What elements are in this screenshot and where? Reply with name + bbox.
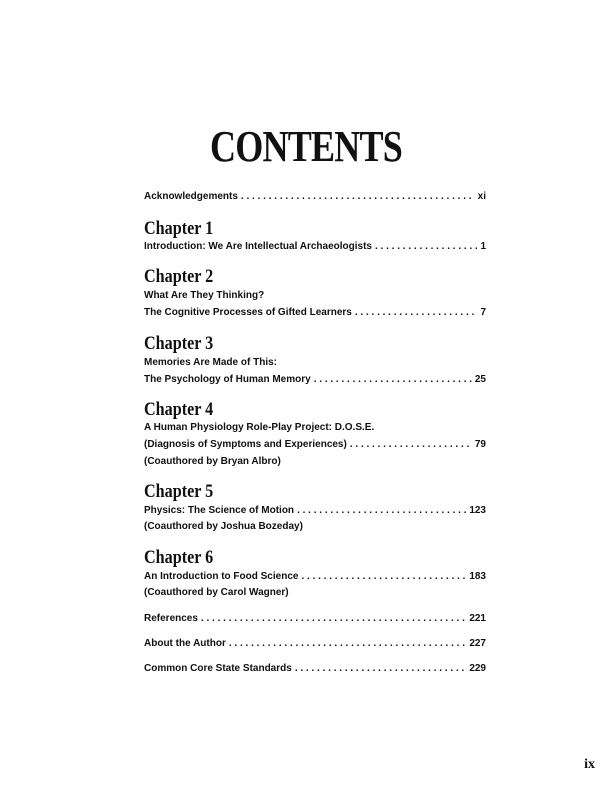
page-number: xi xyxy=(477,191,486,202)
page-number: 123 xyxy=(469,505,486,516)
entry-subtitle: The Psychology of Human Memory xyxy=(144,374,311,385)
dot-leader xyxy=(314,373,472,387)
toc-entry-chapter-3[interactable] xyxy=(144,373,486,387)
page-number: 79 xyxy=(474,439,486,450)
entry-title: An Introduction to Food Science xyxy=(144,571,299,582)
entry-title: About the Author xyxy=(144,638,226,649)
page-title: CONTENTS xyxy=(210,122,402,171)
toc-entry-chapter-6[interactable] xyxy=(144,570,486,584)
entry-subtitle: The Cognitive Processes of Gifted Learners xyxy=(144,307,352,318)
entry-title: Acknowledgements xyxy=(144,191,238,202)
chapter-heading: Chapter 6 xyxy=(144,547,214,568)
entry-subtitle: (Diagnosis of Symptoms and Experiences) xyxy=(144,439,347,450)
coauthor-note: (Coauthored by Carol Wagner) xyxy=(144,587,289,598)
chapter-heading: Chapter 4 xyxy=(144,399,214,420)
page-number: 183 xyxy=(469,571,486,582)
dot-leader xyxy=(229,637,466,651)
entry-title: A Human Physiology Role-Play Project: D.O.S.E. xyxy=(144,422,375,433)
dot-leader xyxy=(241,190,475,204)
page-number: 229 xyxy=(469,663,486,674)
chapter-heading: Chapter 1 xyxy=(144,218,214,239)
toc-entry-references[interactable] xyxy=(144,612,486,626)
folio-page-number: ix xyxy=(584,757,595,772)
chapter-heading: Chapter 5 xyxy=(144,481,214,502)
page-number: 7 xyxy=(480,307,486,318)
page-number: 25 xyxy=(474,374,486,385)
entry-title: Introduction: We Are Intellectual Archaeologists xyxy=(144,241,372,252)
dot-leader xyxy=(301,570,466,584)
entry-title: Common Core State Standards xyxy=(144,663,292,674)
dot-leader xyxy=(350,438,472,452)
entry-title: What Are They Thinking? xyxy=(144,290,265,301)
toc-entry-common-core-standards[interactable] xyxy=(144,662,486,676)
dot-leader xyxy=(355,306,478,320)
chapter-heading: Chapter 2 xyxy=(144,266,214,287)
toc-entry-chapter-5[interactable] xyxy=(144,504,486,518)
toc-entry-chapter-2[interactable] xyxy=(144,306,486,320)
entry-title: References xyxy=(144,613,198,624)
page-number: 227 xyxy=(469,638,486,649)
toc-entry-chapter-4[interactable] xyxy=(144,438,486,452)
entry-title: Memories Are Made of This: xyxy=(144,357,277,368)
toc-entry-acknowledgements[interactable] xyxy=(144,190,486,204)
dot-leader xyxy=(201,612,466,626)
chapter-heading: Chapter 3 xyxy=(144,333,214,354)
dot-leader xyxy=(375,240,477,254)
dot-leader xyxy=(297,504,466,518)
entry-title: Physics: The Science of Motion xyxy=(144,505,295,516)
dot-leader xyxy=(295,662,467,676)
coauthor-note: (Coauthored by Bryan Albro) xyxy=(144,456,281,467)
page-number: 221 xyxy=(469,613,486,624)
coauthor-note: (Coauthored by Joshua Bozeday) xyxy=(144,521,303,532)
page-number: 1 xyxy=(480,241,486,252)
toc-entry-chapter-1[interactable] xyxy=(144,240,486,254)
toc-entry-about-the-author[interactable] xyxy=(144,637,486,651)
